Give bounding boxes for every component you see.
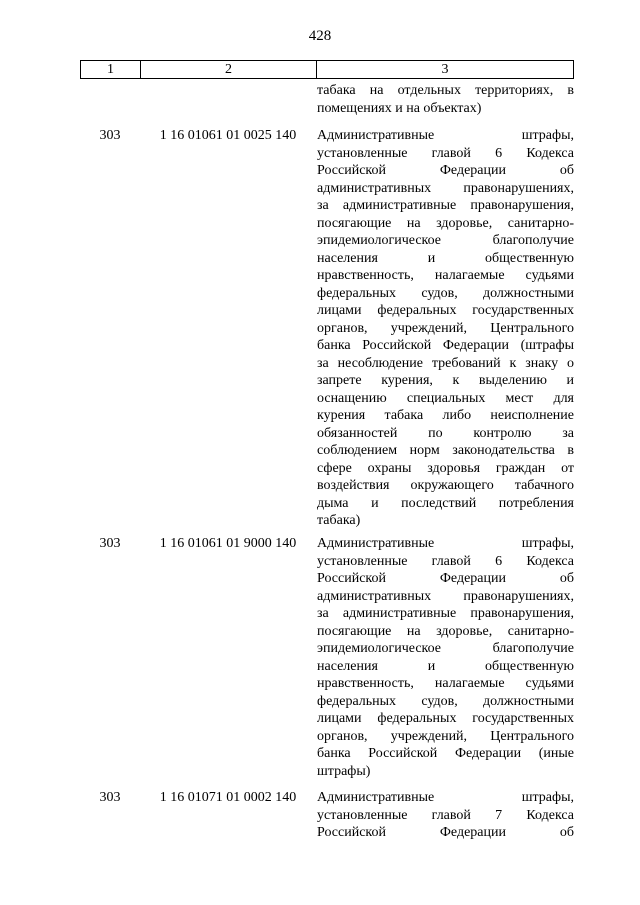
text-line: эпидемиологическое благополучие [317, 641, 574, 656]
row-description [317, 789, 574, 842]
row-number: 303 [99, 128, 121, 143]
text-line: Российской Федерации об [317, 163, 574, 178]
page-number: 428 [308, 28, 332, 44]
text-line: за несоблюдение требований к знаку о [317, 355, 574, 371]
text-line: нравственность, налагаемые судьями [317, 268, 574, 283]
text-line: обязанностей по контролю за [317, 425, 574, 441]
text-line: органов, учреждений, Центрального [317, 320, 574, 336]
text-line: посягающие на здоровье, санитарно- [317, 215, 574, 231]
continuation-text [317, 82, 574, 117]
budget-code: 1 16 01071 01 0002 140 [159, 790, 297, 805]
row-description [317, 535, 574, 780]
text-line: соблюдением норм законодательства в [317, 443, 574, 458]
text-line: нравственность, налагаемые судьями [317, 676, 574, 691]
text-line: административных правонарушениях, [317, 180, 574, 196]
text-line: курения табака либо неисполнение [317, 408, 574, 423]
text-line: Российской Федерации об [317, 825, 574, 840]
budget-code: 1 16 01061 01 0025 140 [159, 128, 297, 143]
text-line: помещениях и на объектах) [317, 100, 482, 116]
text-line: Административные штрафы, [317, 536, 574, 551]
text-line: эпидемиологическое благополучие [317, 233, 574, 248]
text-line: населения и общественную [317, 250, 574, 266]
text-line: лицами федеральных государственных [317, 303, 574, 318]
text-line: дыма и последствий потребления [317, 495, 574, 511]
text-line: лицами федеральных государственных [317, 711, 574, 726]
text-line: Российской Федерации об [317, 571, 574, 586]
text-line: установленные главой 6 Кодекса [317, 145, 574, 161]
row-number: 303 [99, 536, 121, 551]
text-line: запрете курения, к выделению и [317, 373, 574, 388]
text-line: воздействия окружающего табачного [317, 478, 574, 493]
text-line: Административные штрафы, [317, 128, 574, 143]
text-line: штрафы) [317, 763, 371, 779]
text-line: органов, учреждений, Центрального [317, 728, 574, 744]
budget-code: 1 16 01061 01 9000 140 [159, 536, 297, 551]
text-line: табака) [317, 513, 361, 528]
header-col-2: 2 [141, 61, 317, 78]
table-header [80, 60, 574, 79]
row-description [317, 127, 574, 530]
header-col-3: 3 [441, 62, 449, 77]
text-line: федеральных судов, должностными [317, 285, 574, 301]
text-line: оснащению специальных мест для [317, 390, 574, 406]
header-col-1: 1 [81, 61, 141, 78]
text-line: сфере охраны здоровья граждан от [317, 460, 574, 476]
text-line: табака на отдельных территориях, в [317, 83, 574, 98]
text-line: за административные правонарушения, [317, 198, 574, 213]
text-line: установленные главой 6 Кодекса [317, 553, 574, 569]
text-line: банка Российской Федерации (иные [317, 746, 574, 761]
text-line: за административные правонарушения, [317, 606, 574, 621]
text-line: административных правонарушениях, [317, 588, 574, 604]
text-line: посягающие на здоровье, санитарно- [317, 623, 574, 639]
text-line: Административные штрафы, [317, 790, 574, 805]
row-number: 303 [99, 790, 121, 805]
text-line: населения и общественную [317, 658, 574, 674]
text-line: федеральных судов, должностными [317, 693, 574, 709]
text-line: установленные главой 7 Кодекса [317, 807, 574, 823]
text-line: банка Российской Федерации (штрафы [317, 338, 574, 353]
